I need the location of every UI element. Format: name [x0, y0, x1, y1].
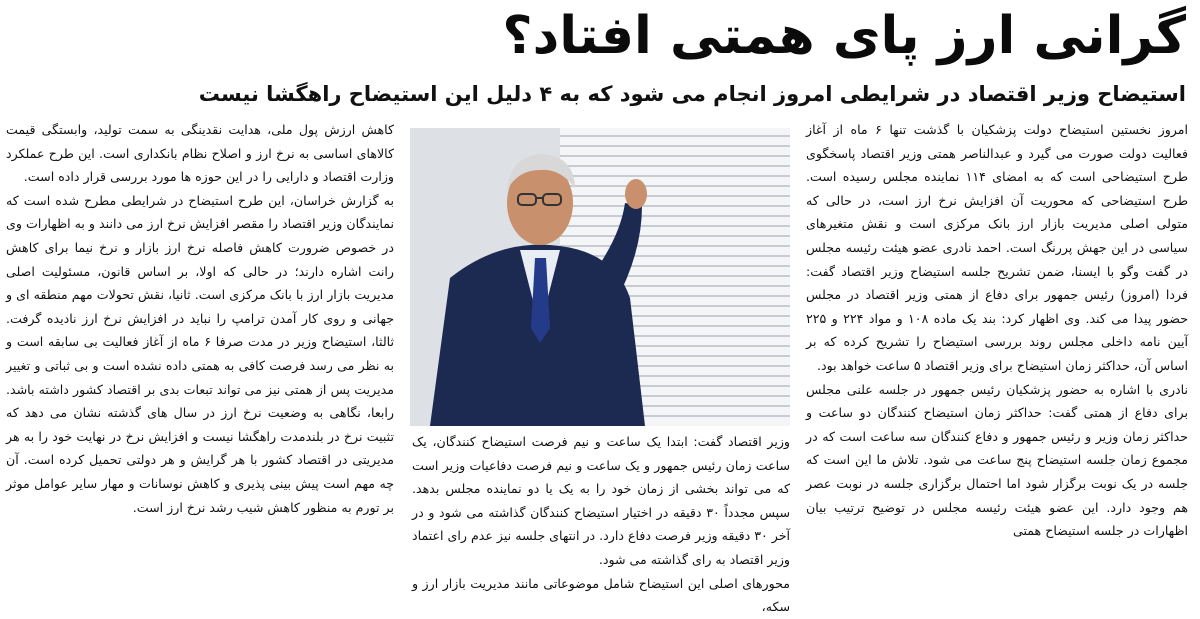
article-column-right — [806, 118, 1188, 552]
paragraph: نادری با اشاره به حضور پزشکیان رئیس جمهور در جلسه علنی مجلس برای دفاع از همتی گفت: حداکثر زمان استیضاح کنندگان دو ساعت و حداکثر زمان وزیر و رئیس جمهور و دفاع کنندگان سه ساعت است که در مجموع زمان جلسه استیضاح پنج ساعت می شود. تلاش ما این است که جلسه در یک نوبت برگزار شود اما احتمال برگزاری جلسه در نوبت عصر هم وجود دارد. این عضو هیئت رئیسه مجلس در توضیح ترتیب بیان اظهارات در جلسه استیضاح همتی — [806, 381, 1188, 539]
paragraph: امروز نخستین استیضاح دولت پزشکیان با گذشت تنها ۶ ماه از آغاز فعالیت دولت صورت می گیرد و عبدالناصر همتی وزیر اقتصاد پاسخگوی طرح استیضاحی است که به امضای ۱۱۴ نماینده مجلس رسیده است. طرح استیضاحی که محوریت آن افزایش نرخ ارز است، در حالی که متولی اصلی مدیریت بازار ارز بانک مرکزی است و نقش متغیرهای سیاسی در این جهش پررنگ است. احمد نادری عضو هیئت رئیسه مجلس در گفت وگو با ایسنا، ضمن تشریح جلسه استیضاح وزیر اقتصاد گفت: فردا (امروز) رئیس جمهور برای دفاع از همتی وزیر اقتصاد در مجلس حضور پیدا می کند. وی اظهار کرد: بند یک ماده ۱۰۸ و مواد ۲۲۴ و ۲۲۵ آیین نامه داخلی مجلس روند بررسی استیضاح را تشریح کرده که بر اساس آن، حداکثر زمان استیضاح برای وزیر اقتصاد ۵ ساعت خواهد بود. — [806, 122, 1189, 373]
article-column-left — [6, 118, 394, 552]
paragraph: محورهای اصلی این استیضاح شامل موضوعاتی مانند مدیریت بازار ارز و سکه، — [412, 575, 790, 615]
person-at-window-blinds-photo — [410, 128, 790, 426]
article-photo — [410, 128, 790, 426]
headline: گرانی ارز پای همتی افتاد؟ — [502, 6, 1186, 66]
paragraph: کاهش ارزش پول ملی، هدایت نقدینگی به سمت تولید، وابستگی قیمت کالاهای اساسی به نرخ ارز و اصلاح نظام بانکداری است. این طرح عملکرد وزارت اقتصاد و دارایی را در این حوزه ها مورد بررسی قرار داده است. — [6, 122, 394, 185]
subheadline: استیضاح وزیر اقتصاد در شرایطی امروز انجام می شود که به ۴ دلیل این استیضاح راهگشا نیست — [198, 82, 1186, 106]
paragraph: وزیر اقتصاد گفت: ابتدا یک ساعت و نیم فرصت استیضاح کنندگان، یک ساعت زمان رئیس جمهور و یک ساعت و نیم فرصت دفاعیات وزیر است که می تواند بخشی از زمان خود را به یک یا دو نماینده مجلس بدهد. سپس مجدداً ۳۰ دقیقه در اختیار استیضاح کنندگان گذاشته می شود و در آخر ۳۰ دقیقه وزیر فرصت دفاع دارد. در انتهای جلسه نیز عدم رای اعتماد وزیر اقتصاد به رای گذاشته می شود. — [412, 434, 791, 567]
article-column-middle — [412, 430, 791, 615]
paragraph: به گزارش خراسان، این طرح استیضاح در شرایطی مطرح شده است که نمایندگان وزیر اقتصاد را مقصر افزایش نرخ ارز می دانند و به اظهارات وی در خصوص ضرورت کاهش فاصله نرخ ارز بازار و نرخ نیما برای کاهش رانت اشاره دارند؛ در حالی که اولا، بر اساس قانون، مسئولیت اصلی مدیریت بازار ارز با بانک مرکزی است. ثانیا، نقش تحولات مهم منطقه ای و جهانی و روی کار آمدن ترامپ را نباید در افزایش نرخ ارز نادیده گرفت. ثالثا، استیضاح وزیر در مدت صرفا ۶ ماه از آغاز فعالیت بی سابقه است و به نظر می رسد فرصت کافی به همتی داده نشده است و بی ثباتی و تغییر مدیریت پس از همتی نیز می تواند تبعات بدی بر اقتصاد کشور داشته باشد. رابعا، نگاهی به وضعیت نرخ ارز در سال های گذشته نشان می دهد که تثبیت نرخ در بلندمدت راهگشا نیست و افزایش نرخ در نهایت خود را به هر مدیریتی در اقتصاد کشور با هر گرایش و هر دولتی تحمیل کرده است. آن چه مهم است پیش بینی پذیری و کاهش نوسانات و مهار سایر عوامل موثر بر تورم به منظور کاهش شیب رشد نرخ ارز است. — [6, 192, 394, 515]
